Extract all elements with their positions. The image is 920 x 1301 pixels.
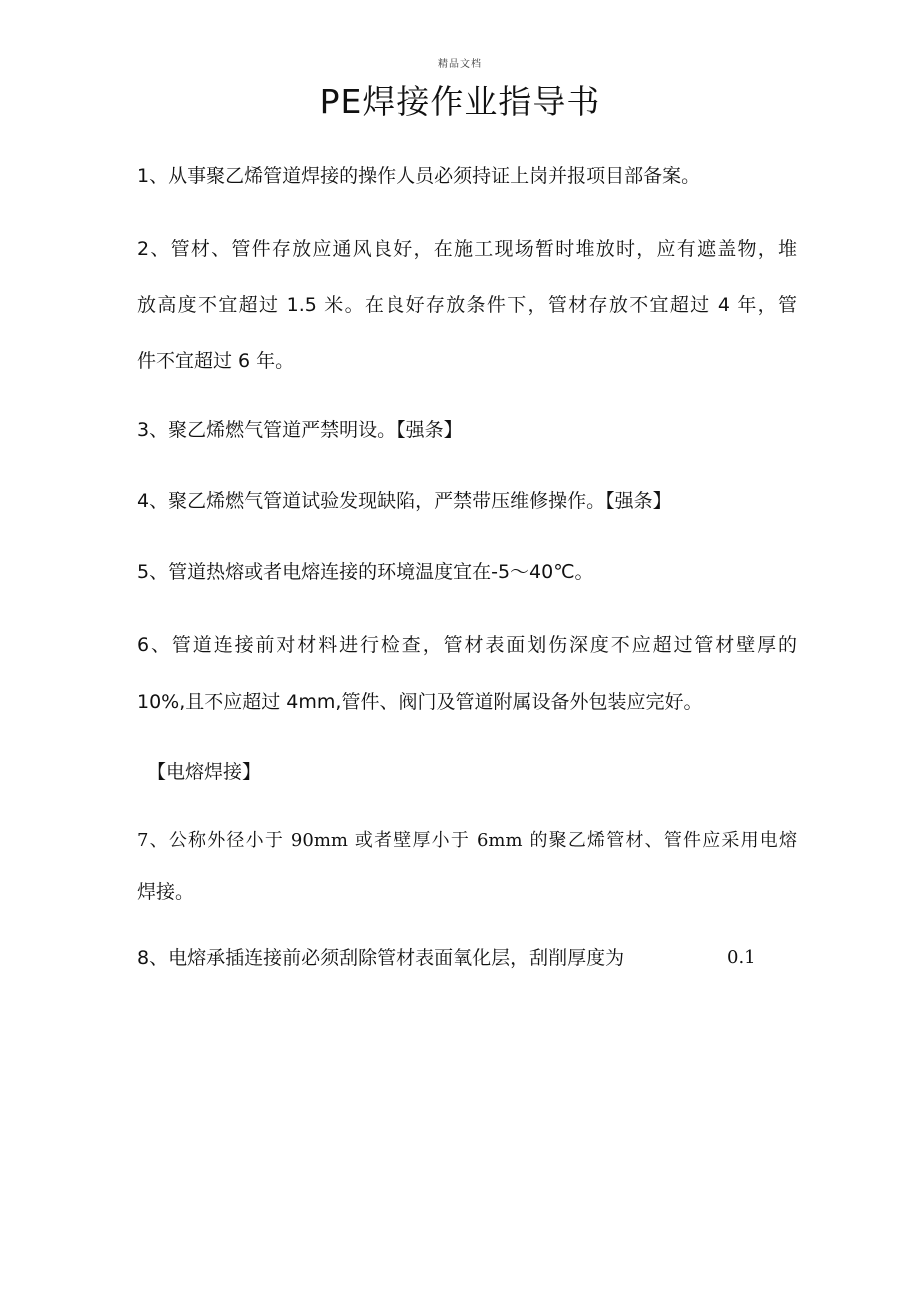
item-8-value: 0.1 — [727, 947, 756, 968]
item-6-line-2: 10%,且不应超过 4mm,管件、阀门及管道附属设备外包装应完好。 — [137, 691, 703, 713]
item-3: 3、聚乙烯燃气管道严禁明设。【强条】 — [137, 419, 463, 441]
item-1: 1、从事聚乙烯管道焊接的操作人员必须持证上岗并报项目部备案。 — [137, 165, 701, 187]
item-6-line-1: 6、管道连接前对材料进行检查，管材表面划伤深度不应超过管材壁厚的 — [137, 634, 797, 656]
item-2-line-3: 件不宜超过 6 年。 — [137, 350, 295, 372]
section-heading-electrofusion: 【电熔焊接】 — [147, 761, 262, 783]
document-title: PE焊接作业指导书 — [319, 82, 601, 121]
header-note: 精品文档 — [438, 59, 482, 70]
item-2-line-1: 2、管材、管件存放应通风良好，在施工现场暂时堆放时，应有遮盖物，堆 — [137, 238, 797, 260]
item-2-line-2: 放高度不宜超过 1.5 米。在良好存放条件下，管材存放不宜超过 4 年，管 — [137, 294, 797, 316]
item-8-text: 8、电熔承插连接前必须刮除管材表面氧化层，刮削厚度为 — [137, 947, 625, 969]
item-4: 4、聚乙烯燃气管道试验发现缺陷，严禁带压维修操作。【强条】 — [137, 490, 672, 512]
item-7-line-2: 焊接。 — [137, 881, 195, 903]
item-7-line-1: 7、公称外径小于 90mm 或者壁厚小于 6mm 的聚乙烯管材、管件应采用电熔 — [137, 830, 797, 851]
item-5: 5、管道热熔或者电熔连接的环境温度宜在-5～40℃。 — [137, 561, 594, 583]
